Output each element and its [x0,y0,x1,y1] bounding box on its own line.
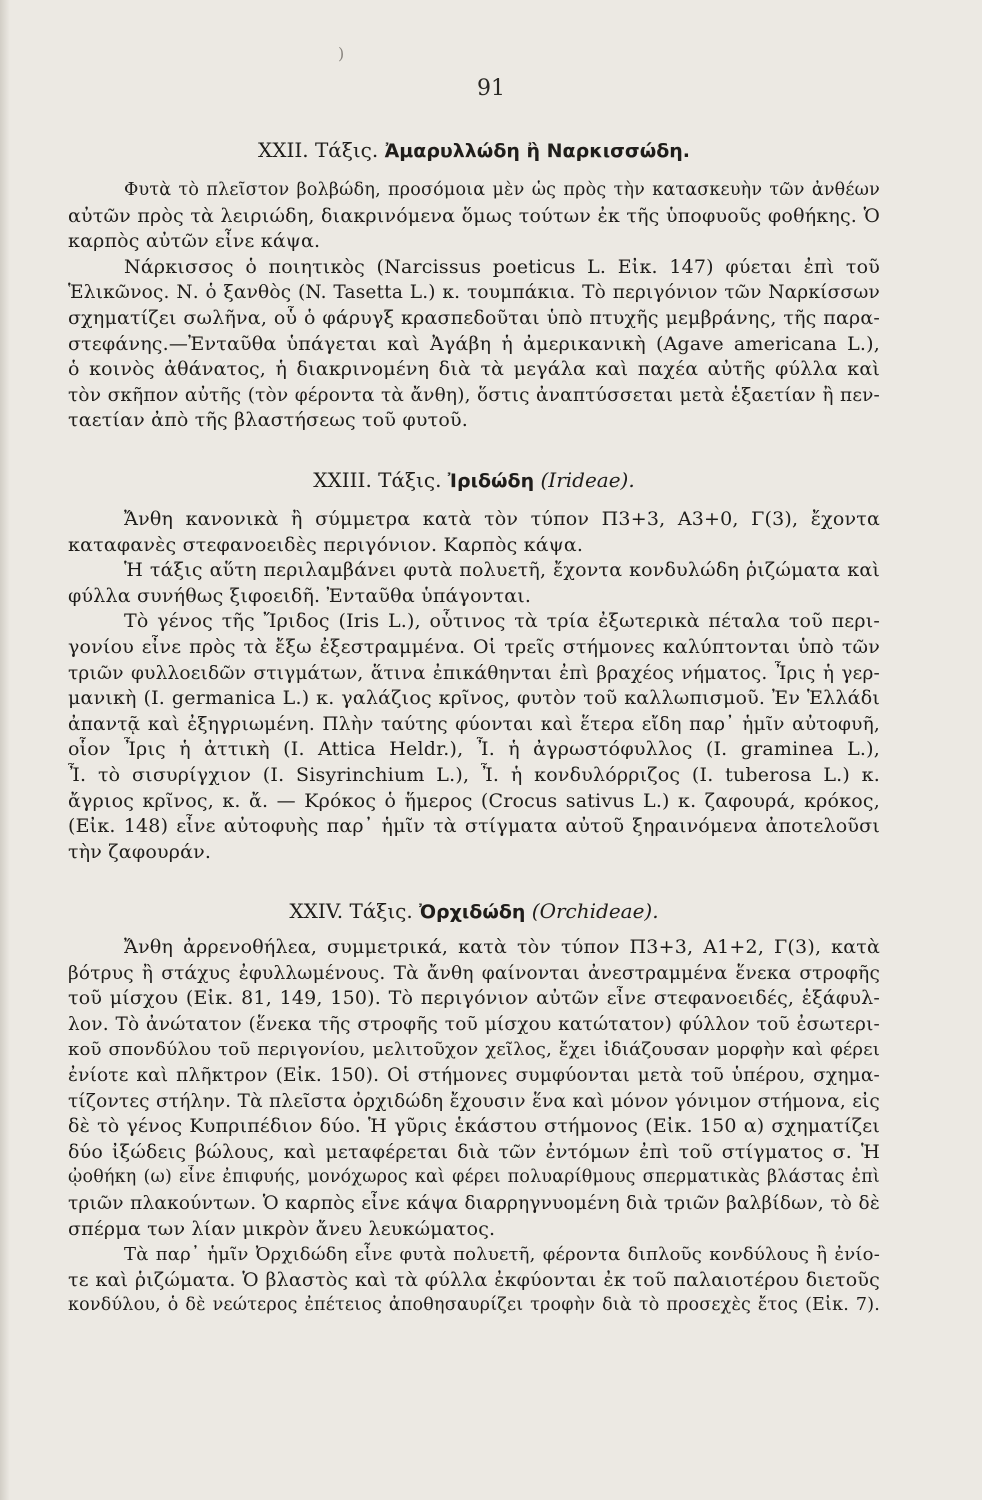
paragraph-line: ὁ κοινὸς ἀθάνατος, ἡ διακρινομένη διὰ τὰ μεγάλα καὶ παχέα αὐτῆς φύλλα καὶ [68,358,880,381]
paragraph-line: ἄγριος κρῖνος, κ. ἄ. — Κρόκος ὁ ἥμερος (Crocus sativus L.) κ. ζαφουρά, κρόκος, [68,789,880,812]
paragraph-line: τίζοντες στήλην. Τὰ πλεῖστα ὀρχιδώδη ἔχουσιν ἕνα καὶ μόνον γόνιμον στήμονα, εἰς [68,1090,880,1112]
page-number: 91 [477,76,505,101]
section-heading-xxiv [68,897,880,925]
paragraph-line: κοῦ σπονδύλου τοῦ περιγονίου, μελιτοῦχον χεῖλος, ἔχει ἰδιάζουσαν μορφὴν καὶ φέρει [68,1039,880,1061]
paragraph-line: Τὸ γένος τῆς Ἴριδος (Iris L.), οὗτινος τὰ τρία ἐξωτερικὰ πέταλα τοῦ περι- [124,610,880,633]
paragraph-line: Νάρκισσος ὁ ποιητικὸς (Narcissus poeticus L. Εἰκ. 147) φύεται ἐπὶ τοῦ [124,255,880,278]
section-latin-name: (Irideae). [540,468,635,492]
paragraph-line: δύο ἰξώδεις βώλους, καὶ μεταφέρεται διὰ τῶν ἐντόμων ἐπὶ τοῦ στίγματος σ. Ἡ [68,1140,880,1163]
paragraph-line: ᾠοθήκη (ω) εἶνε ἐπιφυής, μονόχωρος καὶ φέρει πολυαρίθμους σπερματικὰς βλάστας ἐπὶ [68,1167,880,1188]
paragraph-line: σχηματίζει σωλῆνα, οὗ ὁ φάρυγξ κρασπεδοῦται ὑπὸ πτυχῆς μεμβράνης, τῆς παρα- [68,306,880,329]
paragraph-line: τε καὶ ῥιζώματα. Ὁ βλαστὸς καὶ τὰ φύλλα ἐκφύονται ἐκ τοῦ παλαιοτέρου διετοῦς [68,1268,880,1291]
section-order: XXIV. [289,899,344,923]
paragraph-line: (Εἰκ. 148) εἶνε αὐτοφυὴς παρ᾽ ἡμῖν τὰ στίγματα αὐτοῦ ξηραινόμενα ἀποτελοῦσι [68,815,880,838]
paragraph-line: Φυτὰ τὸ πλεῖστον βολβώδη, προσόμοια μὲν ὡς πρὸς τὴν κατασκευὴν τῶν ἀνθέων [124,180,880,200]
paragraph-line: σπέρμα των λίαν μικρὸν ἄνευ λευκώματος. [68,1217,496,1240]
paragraph-line: μανικὴ (I. germanica L.) κ. γαλάζιος κρῖνος, φυτὸν τοῦ καλλωπισμοῦ. Ἐν Ἑλλάδι [68,687,880,710]
section-order: XXIII. [313,468,372,492]
paragraph-line: λον. Τὸ ἀνώτατον (ἕνεκα τῆς στροφῆς τοῦ μίσχου κατώτατον) φύλλον τοῦ ἐσωτερι- [68,1013,880,1035]
paragraph-line: αὐτῶν πρὸς τὰ λειριώδη, διακρινόμενα ὅμως τούτων ἐκ τῆς ὑποφυοῦς φοθήκης. Ὁ [68,204,880,227]
paragraph-line: δὲ τὸ γένος Κυπριπέδιον δύο. Ἡ γῦρις ἑκάστου στήμονος (Εἰκ. 150 α) σχηματίζει [68,1115,880,1138]
paragraph-line: στεφάνης.—Ἐνταῦθα ὑπάγεται καὶ Ἀγάβη ἡ ἀμερικανικὴ (Agave americana L.), [68,332,880,355]
paragraph-line: ἀπαντᾷ καὶ ἐξηγριωμένη. Πλὴν ταύτης φύονται καὶ ἕτερα εἴδη παρ᾽ ἡμῖν αὐτοφυῆ, [68,713,880,735]
paragraph-line: φύλλα συνήθως ξιφοειδῆ. Ἐνταῦθα ὑπάγονται. [68,584,532,607]
paragraph-line: τὴν ζαφουράν. [68,840,212,863]
section-order-word: Τάξις. [378,468,442,492]
paragraph-line: Τὰ παρ᾽ ἡμῖν Ὀρχιδώδη εἶνε φυτὰ πολυετῆ, φέροντα διπλοῦς κονδύλους ἢ ἐνίο- [124,1244,880,1266]
section-order: XXII. [257,138,309,162]
paragraph-line: Ἄνθη κανονικὰ ἢ σύμμετρα κατὰ τὸν τύπον Π3+3, Α3+0, Γ(3), ἔχοντα [124,508,880,530]
paragraph-line: Ἄνθη ἀρρενοθήλεα, συμμετρικά, κατὰ τὸν τύπον Π3+3, Α1+2, Γ(3), κατὰ [124,936,880,958]
paragraph-line: γονίου εἶνε πρὸς τὰ ἔξω ἐξεστραμμένα. Οἱ τρεῖς στήμονες καλύπτονται ὑπὸ τῶν [68,635,880,658]
section-heading-xxiii [68,466,880,494]
paragraph-line: κονδύλου, ὁ δὲ νεώτερος ἐπέτειος ἀποθησαυρίζει τροφὴν διὰ τὸ προσεχὲς ἔτος (Εἰκ. 7). [68,1295,880,1316]
section-latin-name: (Orchideae). [531,899,659,923]
section-title: Ὀρχιδώδη [419,901,526,923]
section-heading [68,136,880,164]
section-heading-xxii [68,136,880,164]
section-title: Ἰριδώδη [447,470,535,492]
page-gutter-shadow [0,0,10,1500]
paragraph-line: βότρυς ἢ στάχυς ἐφυλλωμένους. Τὰ ἄνθη φαίνονται ἀνεστραμμένα ἕνεκα στροφῆς [68,962,880,984]
stray-mark: ) [338,44,345,63]
section-body-xxii [68,178,880,434]
section-order-word: Τάξις. [314,138,379,162]
paragraph-line: Ἶ. τὸ σισυρίγχιον (I. Sisyrinchium L.), Ἶ. ἡ κονδυλόρριζος (I. tuberosa L.) κ. [68,763,880,786]
paragraph-line: τριῶν πλακούντων. Ὁ καρπὸς εἶνε κάψα διαρρηγνυομένη διὰ τριῶν βαλβίδων, τὸ δὲ [68,1192,880,1214]
paragraph-line: οἷον Ἶρις ἡ ἀττικὴ (I. Attica Heldr.), Ἶ. ἡ ἀγρωστόφυλλος (I. graminea L.), [68,738,880,761]
paragraph-line: καταφανὲς στεφανοειδὲς περιγόνιον. Καρπὸς κάψα. [68,533,584,556]
paragraph-line: καρπὸς αὐτῶν εἶνε κάψα. [68,230,321,253]
paragraph-line: Ἡ τάξις αὕτη περιλαμβάνει φυτὰ πολυετῆ, ἔχοντα κονδυλώδη ῥιζώματα καὶ [124,559,880,582]
section-body-xxiv [68,935,880,1319]
section-body-xxiii [68,507,880,865]
paragraph-line: ἐνίοτε καὶ πλῆκτρον (Εἰκ. 150). Οἱ στήμονες συμφύονται μετὰ τοῦ ὑπέρου, σχημα- [68,1064,880,1086]
section-heading [68,897,880,925]
paragraph-line: Ἑλικῶνος. Ν. ὁ ξανθὸς (N. Tasetta L.) κ. τουμπάκια. Τὸ περιγόνιον τῶν Ναρκίσσων [68,282,880,304]
section-order-word: Τάξις. [349,899,413,923]
paragraph-line: τοῦ μίσχου (Εἰκ. 81, 149, 150). Τὸ περιγόνιον αὐτῶν εἶνε στεφανοειδές, ἑξάφυλ- [68,987,880,1010]
paragraph-line: τὸν σκῆπον αὐτῆς (τὸν φέροντα τὰ ἄνθη), ὅστις ἀναπτύσσεται μετὰ ἑξαετίαν ἢ πεν- [68,384,880,406]
paragraph-line: τριῶν φυλλοειδῶν στιγμάτων, ἅτινα ἐπικάθηνται ἐπὶ βραχέος νήματος. Ἶρις ἡ γερ- [68,662,880,684]
paragraph-line: ταετίαν ἀπὸ τῆς βλαστήσεως τοῦ φυτοῦ. [68,409,468,432]
section-title: Ἀμαρυλλώδη ἢ Ναρκισσώδη. [384,140,691,162]
section-heading [68,466,880,494]
